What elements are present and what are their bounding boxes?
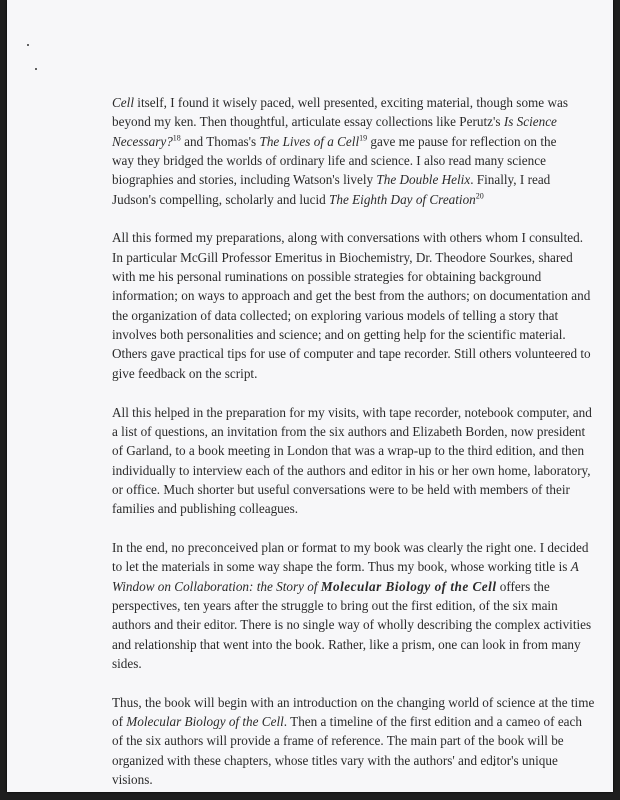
scan-speck	[35, 68, 37, 70]
text-line	[112, 151, 546, 170]
text-run: perspectives, ten years after the struggle to bring out the first edition, of the six main	[112, 597, 558, 613]
text-run: families and publishing colleagues.	[112, 501, 299, 517]
text-run: itself, I found it wisely paced, well presented, exciting material, though some was	[133, 95, 568, 110]
document-body	[112, 93, 595, 789]
text-run: offers the	[496, 578, 550, 594]
text-run: to let the materials in some way shape the form. Thus my book, whose working title is	[112, 559, 571, 575]
text-line	[112, 422, 586, 441]
text-run: of Garland, to a book meeting in London that was a wrap-up to the third edition, and then	[112, 443, 585, 459]
text-line	[112, 480, 570, 499]
text-line	[112, 306, 559, 325]
document-page	[7, 0, 613, 792]
text-run: visions.	[112, 772, 153, 788]
text-line	[112, 557, 579, 576]
text-run: A	[570, 559, 579, 575]
text-run: The Eighth Day of Creation	[329, 191, 476, 207]
text-line	[112, 770, 532, 789]
text-line	[112, 267, 542, 286]
text-line	[112, 499, 532, 518]
text-line	[112, 364, 532, 383]
text-run: The Lives of a Cell	[259, 133, 360, 149]
text-run: In the end, no preconceived plan or format to my book was clearly the right one. I decided	[112, 539, 589, 555]
text-line	[112, 403, 592, 422]
text-run: beyond my ken. Then thoughtful, articulate essay collections like Perutz's	[112, 114, 504, 130]
text-line	[112, 538, 589, 557]
text-line	[112, 731, 564, 750]
text-line	[112, 93, 568, 112]
text-run: way they bridged the worlds of ordinary life and science. I also read many science	[112, 153, 546, 169]
footnote-ref: 19	[359, 133, 368, 143]
text-run: All this helped in the preparation for my visits, with tape recorder, notebook computer, and	[112, 404, 592, 420]
text-line	[112, 170, 551, 189]
scan-speck	[27, 44, 29, 46]
text-run: . Then a timeline of the first edition and a cameo of each	[283, 714, 582, 729]
text-run: of	[112, 714, 127, 729]
text-run: organized with these chapters, whose titles vary with the authors' and editor's unique	[112, 752, 558, 768]
text-line	[112, 132, 557, 151]
text-run: involves both personalities and science; and on getting help for the scientific material.	[112, 327, 566, 343]
text-run: and Thomas's	[180, 133, 260, 149]
text-run: . Finally, I read	[470, 172, 551, 188]
text-run: of the six authors will provide a frame of reference. The main part of the book will be	[112, 733, 564, 749]
text-run: The Double Helix	[376, 172, 471, 188]
text-run: information; on ways to approach and get the best from the authors; on documentation and	[112, 288, 591, 304]
text-run: with me his personal ruminations on possible strategies for obtaining background	[112, 269, 542, 285]
text-line	[112, 635, 581, 654]
text-run: or office. Much shorter but useful conversations were to be held with members of their	[112, 481, 570, 497]
text-line	[112, 112, 557, 131]
text-run: give feedback on the script.	[112, 365, 258, 381]
paragraph-gap	[112, 673, 532, 692]
text-run: Thus, the book will begin with an introduction on the changing world of science at the time	[112, 694, 595, 710]
text-run: biographies and stories, including Watson's lively	[112, 172, 377, 188]
text-line	[112, 344, 591, 363]
footnote-ref: 18	[172, 133, 181, 143]
text-line	[112, 712, 582, 731]
text-run: Necessary?	[112, 133, 173, 149]
text-run: individually to interview each of the authors and editor in his or her own home, laboratory,	[112, 462, 591, 478]
text-line	[112, 190, 532, 209]
text-run: the organization of data collected; on exploring various models of telling a story that	[112, 307, 559, 323]
text-line	[112, 441, 585, 460]
text-run: authors and their editor. There is no single way of wholly describing the complex activities	[112, 617, 592, 633]
text-run: Window on Collaboration: the Story of	[112, 578, 321, 594]
text-run: Molecular Biology of the Cell	[320, 578, 497, 594]
text-run: Molecular Biology of the Cell	[126, 714, 284, 729]
text-line	[112, 615, 592, 634]
text-run: In particular McGill Professor Emeritus in Biochemistry, Dr. Theodore Sourkes, shared	[112, 249, 573, 265]
text-line	[112, 596, 558, 615]
text-run: and relationship that went into the book. Rather, like a prism, one can look in from many	[112, 636, 581, 652]
text-run: sides.	[112, 655, 142, 671]
text-line	[112, 577, 550, 596]
footnote-ref: 20	[475, 191, 484, 201]
text-line	[112, 286, 591, 305]
text-line	[112, 461, 591, 480]
text-line	[112, 693, 595, 712]
paragraph-gap	[112, 209, 532, 228]
text-run: Is Science	[503, 114, 557, 130]
text-line	[112, 228, 584, 247]
text-run: All this formed my preparations, along with conversations with others whom I consulted.	[112, 230, 584, 246]
text-run: gave me pause for reflection on the	[367, 133, 557, 149]
text-line	[112, 654, 532, 673]
text-run: Cell	[112, 95, 134, 110]
text-line	[112, 325, 566, 344]
paragraph-gap	[112, 383, 532, 402]
text-run: a list of questions, an invitation from the six authors and Elizabeth Borden, now president	[112, 423, 586, 439]
text-run: Others gave practical tips for use of computer and tape recorder. Still others volunteered to	[112, 346, 591, 362]
text-line	[112, 751, 558, 770]
text-line	[112, 248, 573, 267]
paragraph-gap	[112, 519, 532, 538]
text-run: Judson's compelling, scholarly and lucid	[112, 191, 330, 207]
